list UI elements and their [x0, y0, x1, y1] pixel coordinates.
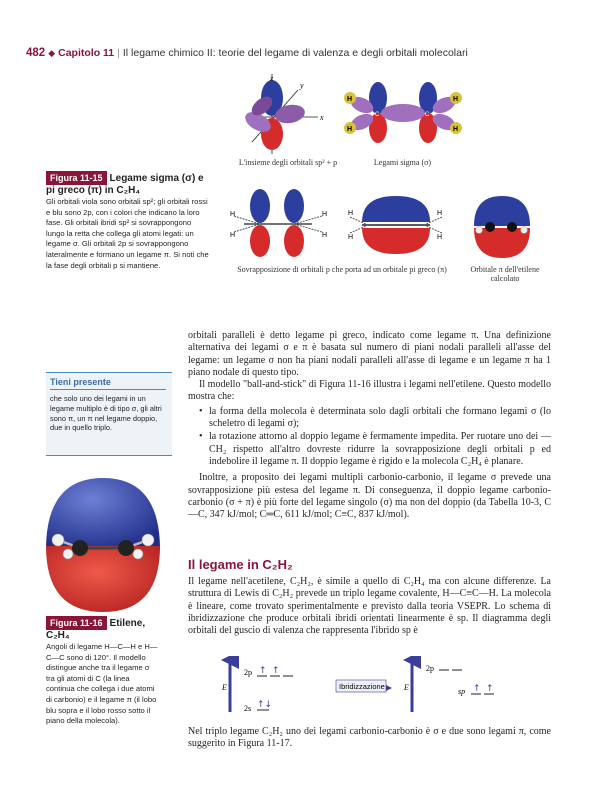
h-label: H: [347, 126, 353, 133]
h-label: H: [453, 126, 459, 133]
page-header: [26, 47, 468, 59]
energy-axis-label: E: [222, 683, 227, 692]
main-text-block-3: [188, 726, 551, 751]
main-text-block-2: [188, 576, 551, 637]
reminder-sidebar: [46, 372, 172, 456]
p-lobe-red: [250, 225, 270, 257]
figure-11-16-caption: [46, 616, 158, 727]
level-2p-label: 2p: [244, 668, 252, 677]
chapter-title: Il legame chimico II: teorie del legame di valenza e degli orbitali molecolari: [122, 47, 468, 59]
electron-arrow: ↑: [259, 666, 267, 676]
h-label: H: [437, 234, 443, 241]
sp-hybridization-energy-diagram: [220, 656, 500, 714]
carbon-atom: [507, 222, 517, 232]
figure-label: Figura 11-15: [46, 171, 107, 185]
hydrogen-atom: [142, 534, 154, 546]
figure-label: Figura 11-16: [46, 616, 107, 630]
c-label: C: [375, 112, 380, 118]
carbon-atom: [118, 540, 134, 556]
bullet-list: [188, 406, 551, 468]
p-lobe-blue: [250, 189, 270, 223]
hybridization-label: Ibridizzazione: [339, 682, 385, 691]
carbon-atom: [485, 222, 495, 232]
sidebar-title: Tieni presente: [50, 377, 166, 390]
list-item: • la forma della molecola è determinata solo dagli orbitali che formano legami σ (lo scheletro di legami σ);: [188, 406, 551, 431]
level-2p-label: 2p: [426, 664, 434, 673]
p-lobe-red: [284, 225, 304, 257]
z-axis-label: z: [270, 74, 274, 83]
carbon-atom: [72, 540, 88, 556]
figure-11-16-body: Angoli di legame H—C—H e H—C—C sono di 120°. Il modello distingue anche tra il legame σ tra gli atomi di C (la linea continua che collega i due atomi di carbonio) e il legame π (il lobo blu sopra e il lobo rosso sotto il piano della molecola).: [46, 642, 158, 726]
h-label: H: [322, 232, 328, 239]
electron-arrow: ↑: [486, 684, 494, 694]
section-title: Il legame in C₂H₂: [188, 557, 293, 572]
hydrogen-atom: [521, 227, 528, 234]
paragraph: Il legame nell'acetilene, C₂H₂, è simile a quello di C₂H₄ ma con alcune differenze. La struttura di Lewis di C₂H₂ prevede un triplo legame covalente, H—C≡C—H. La molecola è lineare, come trovato sperimentalmente e previsto dalla teoria VSEPR. Lo schema di ibridizzazione che produce orbitali ibridi orientati linearmente è sp. Il diagramma degli orbitali del guscio di valenza che rappresenta l'ibrido sp è: [188, 576, 551, 637]
x-axis-label: x: [320, 113, 324, 122]
paragraph: Il modello "ball-and-stick" di Figura 11-16 illustra i legami nell'etilene. Questo modello mostra che:: [188, 379, 551, 403]
h-label: H: [322, 211, 328, 218]
electron-arrow: ↑: [272, 666, 280, 676]
figure-11-15-caption: [46, 171, 211, 271]
paragraph: Nel triplo legame C₂H₂ uno dei legami carbonio-carbonio è σ e due sono legami π, come suggerito in Figura 11-17.: [188, 726, 551, 750]
list-item: • la rotazione attorno al doppio legame è fermamente impedita. Per ruotare uno dei —CH₂ rispetto all'altro dovreste ridurre la sovrapposizione degli orbitali p ed indebolire il legame π. Il doppio legame è rigido e la molecola C₂H₄ è planare.: [188, 431, 551, 468]
image-caption-a: L'insieme degli orbitali sp² + p: [238, 158, 338, 167]
c-label: C: [425, 112, 430, 118]
pi-lobe-red: [362, 228, 430, 254]
pi-lobe-blue: [362, 196, 430, 222]
figure-title: Legame sigma (σ) e pi greco (π) in C₂H₄: [46, 173, 204, 196]
h-label: H: [348, 234, 354, 241]
level-sp-label: sp: [458, 687, 466, 696]
energy-axis-label: E: [404, 683, 409, 692]
sp2-p-orbital-set-image: [232, 72, 342, 157]
ethylene-ball-and-stick-image: [44, 474, 162, 614]
chapter-label: Capitolo 11: [58, 47, 115, 59]
h-label: H: [230, 211, 236, 218]
h-label: H: [453, 96, 459, 103]
paragraph: orbitali paralleli è detto legame pi greco, indicato come legame π. Una definizione alternativa dei legami σ e π è basata sul numero di piani nodali paralleli all'asse del legame: un legame σ non ha piani nodali paralleli all'asse di legame e un legame π ha 1 piano nodale di questo tipo.: [188, 330, 551, 378]
paragraph: Inoltre, a proposito dei legami multipli carbonio-carbonio, il legame σ prevede una sovrapposizione più estesa del legame π. Di conseguenza, il doppio legame carbonio-carbonio (σ + π) è più forte del legame singolo (σ) ma non del doppio (da Tabella 10-3, C—C, 347 kJ/mol; C═C, 611 kJ/mol; C≡C, 837 kJ/mol).: [188, 472, 551, 521]
h-label: H: [437, 210, 443, 217]
page-number: 482: [26, 47, 46, 59]
figure-11-15-body: Gli orbitali viola sono orbitali sp²; gli orbitali rossi e blu sono 2p, con i colori che indicano la loro fase. Gli orbitali ibridi sp² si sovrappongono lungo la retta che collega gli atomi legati: un legame σ. Gli orbitali 2p si sovrappongono lateralmente e formano un legame π. Si noti che la fase degli orbitali p si mantiene.: [46, 197, 209, 270]
hydrogen-atom: [63, 549, 73, 559]
p-orbital-overlap-panel-1: [230, 186, 330, 262]
figure-title: Etilene, C₂H₄: [46, 618, 146, 641]
diamond-icon: ◆: [48, 48, 56, 58]
hydrogen-atom: [476, 227, 483, 234]
sigma-bonds-image: [340, 78, 466, 148]
y-axis-label: y: [300, 81, 304, 90]
image-caption-d: Orbitale π dell'etilene calcolato: [470, 265, 540, 283]
p-orbital-overlap-panel-2: [348, 192, 446, 258]
h-label: H: [347, 96, 353, 103]
pi-lobe-blue: [474, 196, 530, 226]
main-text-block-1: [188, 330, 551, 521]
header-divider: |: [117, 47, 120, 59]
figure-11-15-title-line: [46, 171, 211, 197]
hydrogen-atom: [52, 534, 64, 546]
computed-pi-orbital-image: [470, 192, 534, 262]
level-2s-label: 2s: [244, 704, 252, 713]
electron-arrow: ↑: [473, 684, 481, 694]
image-caption-b: Legami sigma (σ): [373, 158, 432, 167]
sidebar-body: che solo uno dei legami in un legame multiplo è di tipo σ, gli altri sono π, un π nel legame doppio, due in quello triplo.: [50, 394, 162, 433]
figure-11-16-title-line: [46, 616, 158, 642]
p-lobe-blue: [284, 189, 304, 223]
h-label: H: [348, 210, 354, 217]
electron-pair-arrows: ↑↓: [257, 700, 273, 710]
image-caption-c: Sovrapposizione di orbitali p che porta ad un orbitale pi greco (π): [237, 265, 447, 274]
h-label: H: [230, 232, 236, 239]
sigma-cc-lobe: [381, 104, 425, 122]
hydrogen-atom: [133, 549, 143, 559]
